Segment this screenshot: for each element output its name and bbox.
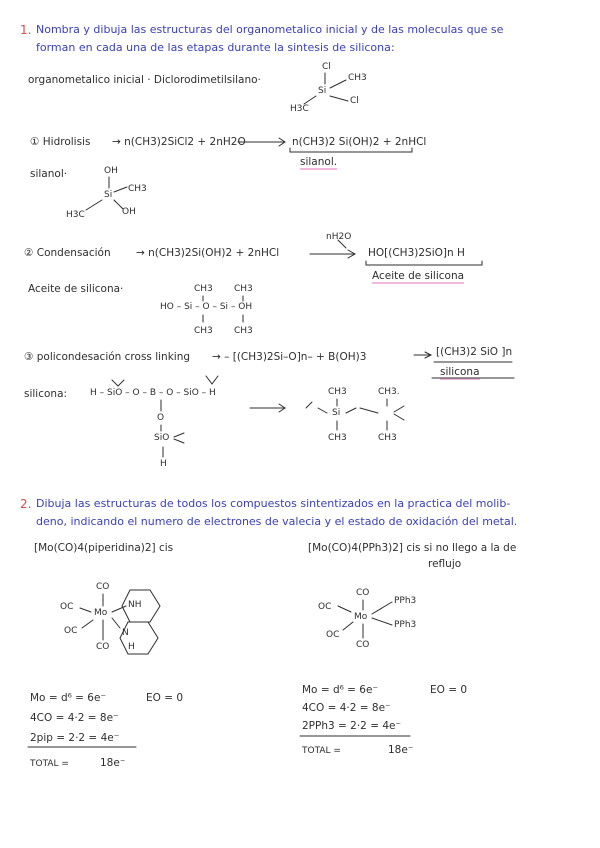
atom-ch3: CH3 <box>128 184 147 194</box>
step3-mol-label: silicona: <box>24 388 68 400</box>
step1-products: n(CH3)2 Si(OH)2 + 2nHCl <box>292 136 427 148</box>
left-complex-formula: [Mo(CO)4(piperidina)2] cis <box>34 542 174 554</box>
siloxane-chain: HO – Si – O – Si – OH <box>160 302 253 312</box>
bond <box>330 96 348 101</box>
count-co: 4CO = 4·2 = 8e⁻ <box>30 712 119 724</box>
atom-mo: Mo <box>94 608 108 618</box>
step3-label: ③ policondesación cross linking <box>24 351 191 363</box>
atom-pph3-b: PPh3 <box>394 620 417 630</box>
count-co: 4CO = 4·2 = 8e⁻ <box>302 702 391 714</box>
atom-n: N <box>122 628 129 638</box>
atom-si: Si <box>318 86 327 96</box>
atom-ch3-b: CH3. <box>378 387 400 397</box>
atom-oc-left: OC <box>60 602 74 612</box>
initial-compound-label: organometalico inicial · Diclorodimetilsilano· <box>28 74 261 86</box>
step3-product-name: silicona <box>440 366 480 380</box>
atom-si: Si <box>104 190 113 200</box>
step1-mol-label: silanol· <box>30 168 68 180</box>
step3-products: [(CH3)2 SiO ]n <box>436 346 513 358</box>
atom-h3c: H3C <box>290 104 309 114</box>
count-total-label: TOTAL = <box>302 746 341 756</box>
count-total-label: TOTAL = <box>30 759 69 769</box>
atom-ch3-a: CH3 <box>194 284 213 294</box>
atom-oh-top: OH <box>104 166 118 176</box>
atom-oc-low: OC <box>64 626 78 636</box>
atom-cl-top: Cl <box>322 62 331 72</box>
step2-mol-label: Aceite de silicona· <box>28 283 124 295</box>
atom-oc-left: OC <box>318 602 332 612</box>
reaction-arrow-head <box>279 138 285 146</box>
step1-label: ① Hidrolisis <box>30 136 91 148</box>
count-mo: Mo = d⁶ = 6e⁻ <box>30 692 106 704</box>
q2-prompt-line1: Dibuja las estructuras de todos los compuestos sintentizados en la practica del molib- <box>36 497 511 510</box>
atom-cl-bottom: Cl <box>350 96 359 106</box>
atom-pph3-a: PPh3 <box>394 596 417 606</box>
bond <box>330 80 346 88</box>
step2-reactants: → n(CH3)2Si(OH)2 + 2nHCl <box>136 247 280 259</box>
piperidine-ring-icon <box>118 618 160 658</box>
atom-o: O <box>157 413 165 423</box>
atom-co-top: CO <box>96 582 110 592</box>
atom-ch3-c: CH3 <box>328 433 347 443</box>
atom-ch3-d: CH3 <box>378 433 397 443</box>
atom-co-top: CO <box>356 588 370 598</box>
step2-product-name: Aceite de silicona <box>372 270 464 284</box>
count-pip: 2pip = 2·2 = 4e⁻ <box>30 732 120 744</box>
atom-ch3: CH3 <box>348 73 367 83</box>
atom-ch3-b: CH3 <box>234 284 253 294</box>
borosiloxane-chain: H – SiO – O – B – O – SiO – H <box>90 388 216 398</box>
right-complex-formula-line2: reflujo <box>428 558 462 570</box>
step3-reaction: → – [(CH3)2Si–O]n– + B(OH)3 <box>212 351 367 363</box>
atom-h: H <box>128 642 135 652</box>
atom-ch3-c: CH3 <box>194 326 213 336</box>
atom-co-bottom: CO <box>96 642 110 652</box>
oxidation-state: EO = 0 <box>146 692 184 704</box>
atom-ch3-a: CH3 <box>328 387 347 397</box>
q2-prompt-line2: deno, indicando el numero de electrones de valecia y el estado de oxidación del metal. <box>36 515 518 528</box>
atom-sio: SiO <box>154 433 170 443</box>
step2-label: ② Condensación <box>24 247 111 259</box>
atom-co-bottom: CO <box>356 640 370 650</box>
atom-oh-bottom: OH <box>122 207 136 217</box>
atom-oc-low: OC <box>326 630 340 640</box>
step2-arrow-reagent: nH2O <box>326 232 352 242</box>
q1-prompt-line2: forman en cada una de las etapas durante la sintesis de silicona: <box>36 41 395 54</box>
atom-si: Si <box>332 408 341 418</box>
atom-nh: NH <box>128 600 142 610</box>
step1-reactants: → n(CH3)2SiCl2 + 2nH2O <box>112 136 246 148</box>
step1-product-name: silanol. <box>300 156 337 170</box>
oxidation-state: EO = 0 <box>430 684 468 696</box>
atom-mo: Mo <box>354 612 368 622</box>
atom-h: H <box>160 459 167 469</box>
atom-ch3-d: CH3 <box>234 326 253 336</box>
count-mo: Mo = d⁶ = 6e⁻ <box>302 684 378 696</box>
q2-number: 2. <box>20 497 32 511</box>
count-pph: 2PPh3 = 2·2 = 4e⁻ <box>302 720 402 732</box>
right-complex-formula: [Mo(CO)4(PPh3)2] cis si no llego a la de <box>308 542 517 554</box>
step2-products: HO[(CH3)2SiO]n H <box>368 247 465 259</box>
count-total-value: 18e⁻ <box>388 744 414 756</box>
q1-number: 1. <box>20 23 32 37</box>
q1-prompt-line1: Nombra y dibuja las estructuras del organometalico inicial y de las moleculas que se <box>36 23 504 36</box>
count-total-value: 18e⁻ <box>100 757 126 769</box>
bond <box>304 96 316 104</box>
atom-h3c: H3C <box>66 210 85 220</box>
